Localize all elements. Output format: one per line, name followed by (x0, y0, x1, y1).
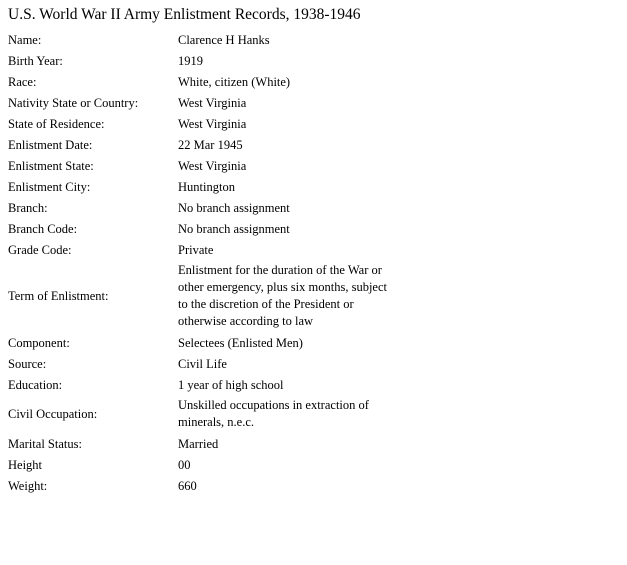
field-label: Component: (8, 335, 70, 350)
field-label: Marital Status: (8, 436, 82, 451)
field-value-line: otherwise according to law (178, 314, 314, 328)
field-value: West Virginia (178, 116, 247, 131)
field-value: Huntington (178, 179, 235, 194)
field-label: Enlistment Date: (8, 137, 93, 152)
field-label: Education: (8, 377, 63, 392)
field-value: White, citizen (White) (178, 74, 291, 89)
field-label: Enlistment City: (8, 179, 91, 194)
table-row (8, 454, 627, 475)
field-label: Weight: (8, 478, 48, 493)
field-value: Married (178, 436, 219, 451)
table-row (8, 218, 627, 239)
table-row (8, 176, 627, 197)
field-value: 1 year of high school (178, 377, 284, 392)
table-row (8, 353, 627, 374)
field-value-line: minerals, n.e.c. (178, 415, 255, 429)
field-value: 22 Mar 1945 (178, 137, 243, 152)
table-row (8, 433, 627, 454)
field-value-line: Unskilled occupations in extraction of (178, 398, 369, 412)
table-row (8, 332, 627, 353)
field-label: Birth Year: (8, 53, 63, 68)
field-value: Civil Life (178, 356, 227, 371)
field-value: 1919 (178, 53, 203, 68)
table-row (8, 260, 627, 332)
table-row (8, 92, 627, 113)
field-value (178, 260, 627, 332)
field-value: No branch assignment (178, 200, 290, 215)
field-label: Name: (8, 32, 42, 47)
enlistment-record-table (8, 29, 627, 496)
field-value (178, 395, 627, 433)
record-body (8, 29, 627, 496)
field-value-line: other emergency, plus six months, subject (178, 280, 387, 294)
field-value-line: Enlistment for the duration of the War or (178, 263, 382, 277)
table-row (8, 155, 627, 176)
field-value: Clarence H Hanks (178, 32, 270, 47)
table-row (8, 197, 627, 218)
table-row (8, 395, 627, 433)
table-row (8, 475, 627, 496)
field-label: Civil Occupation: (8, 407, 98, 421)
field-label: Enlistment State: (8, 158, 94, 173)
field-label: Term of Enlistment: (8, 289, 109, 303)
field-label: Branch: (8, 200, 48, 215)
field-value: West Virginia (178, 95, 247, 110)
field-label: Height (8, 457, 43, 472)
field-label: Branch Code: (8, 221, 78, 236)
field-label: Nativity State or Country: (8, 95, 139, 110)
field-label: Source: (8, 356, 47, 371)
field-label: Grade Code: (8, 242, 72, 257)
field-value: No branch assignment (178, 221, 290, 236)
table-row (8, 134, 627, 155)
field-value: West Virginia (178, 158, 247, 173)
field-value-line: to the discretion of the President or (178, 297, 354, 311)
table-row (8, 50, 627, 71)
field-value: Private (178, 242, 214, 257)
table-row (8, 113, 627, 134)
table-row (8, 71, 627, 92)
field-label: Race: (8, 74, 37, 89)
field-value: 660 (178, 478, 197, 493)
table-row (8, 29, 627, 50)
page-title: U.S. World War II Army Enlistment Records, 1938-1946 (8, 6, 361, 23)
field-label: State of Residence: (8, 116, 105, 131)
field-value: 00 (178, 457, 191, 472)
table-row (8, 239, 627, 260)
table-row (8, 374, 627, 395)
field-value: Selectees (Enlisted Men) (178, 335, 303, 350)
